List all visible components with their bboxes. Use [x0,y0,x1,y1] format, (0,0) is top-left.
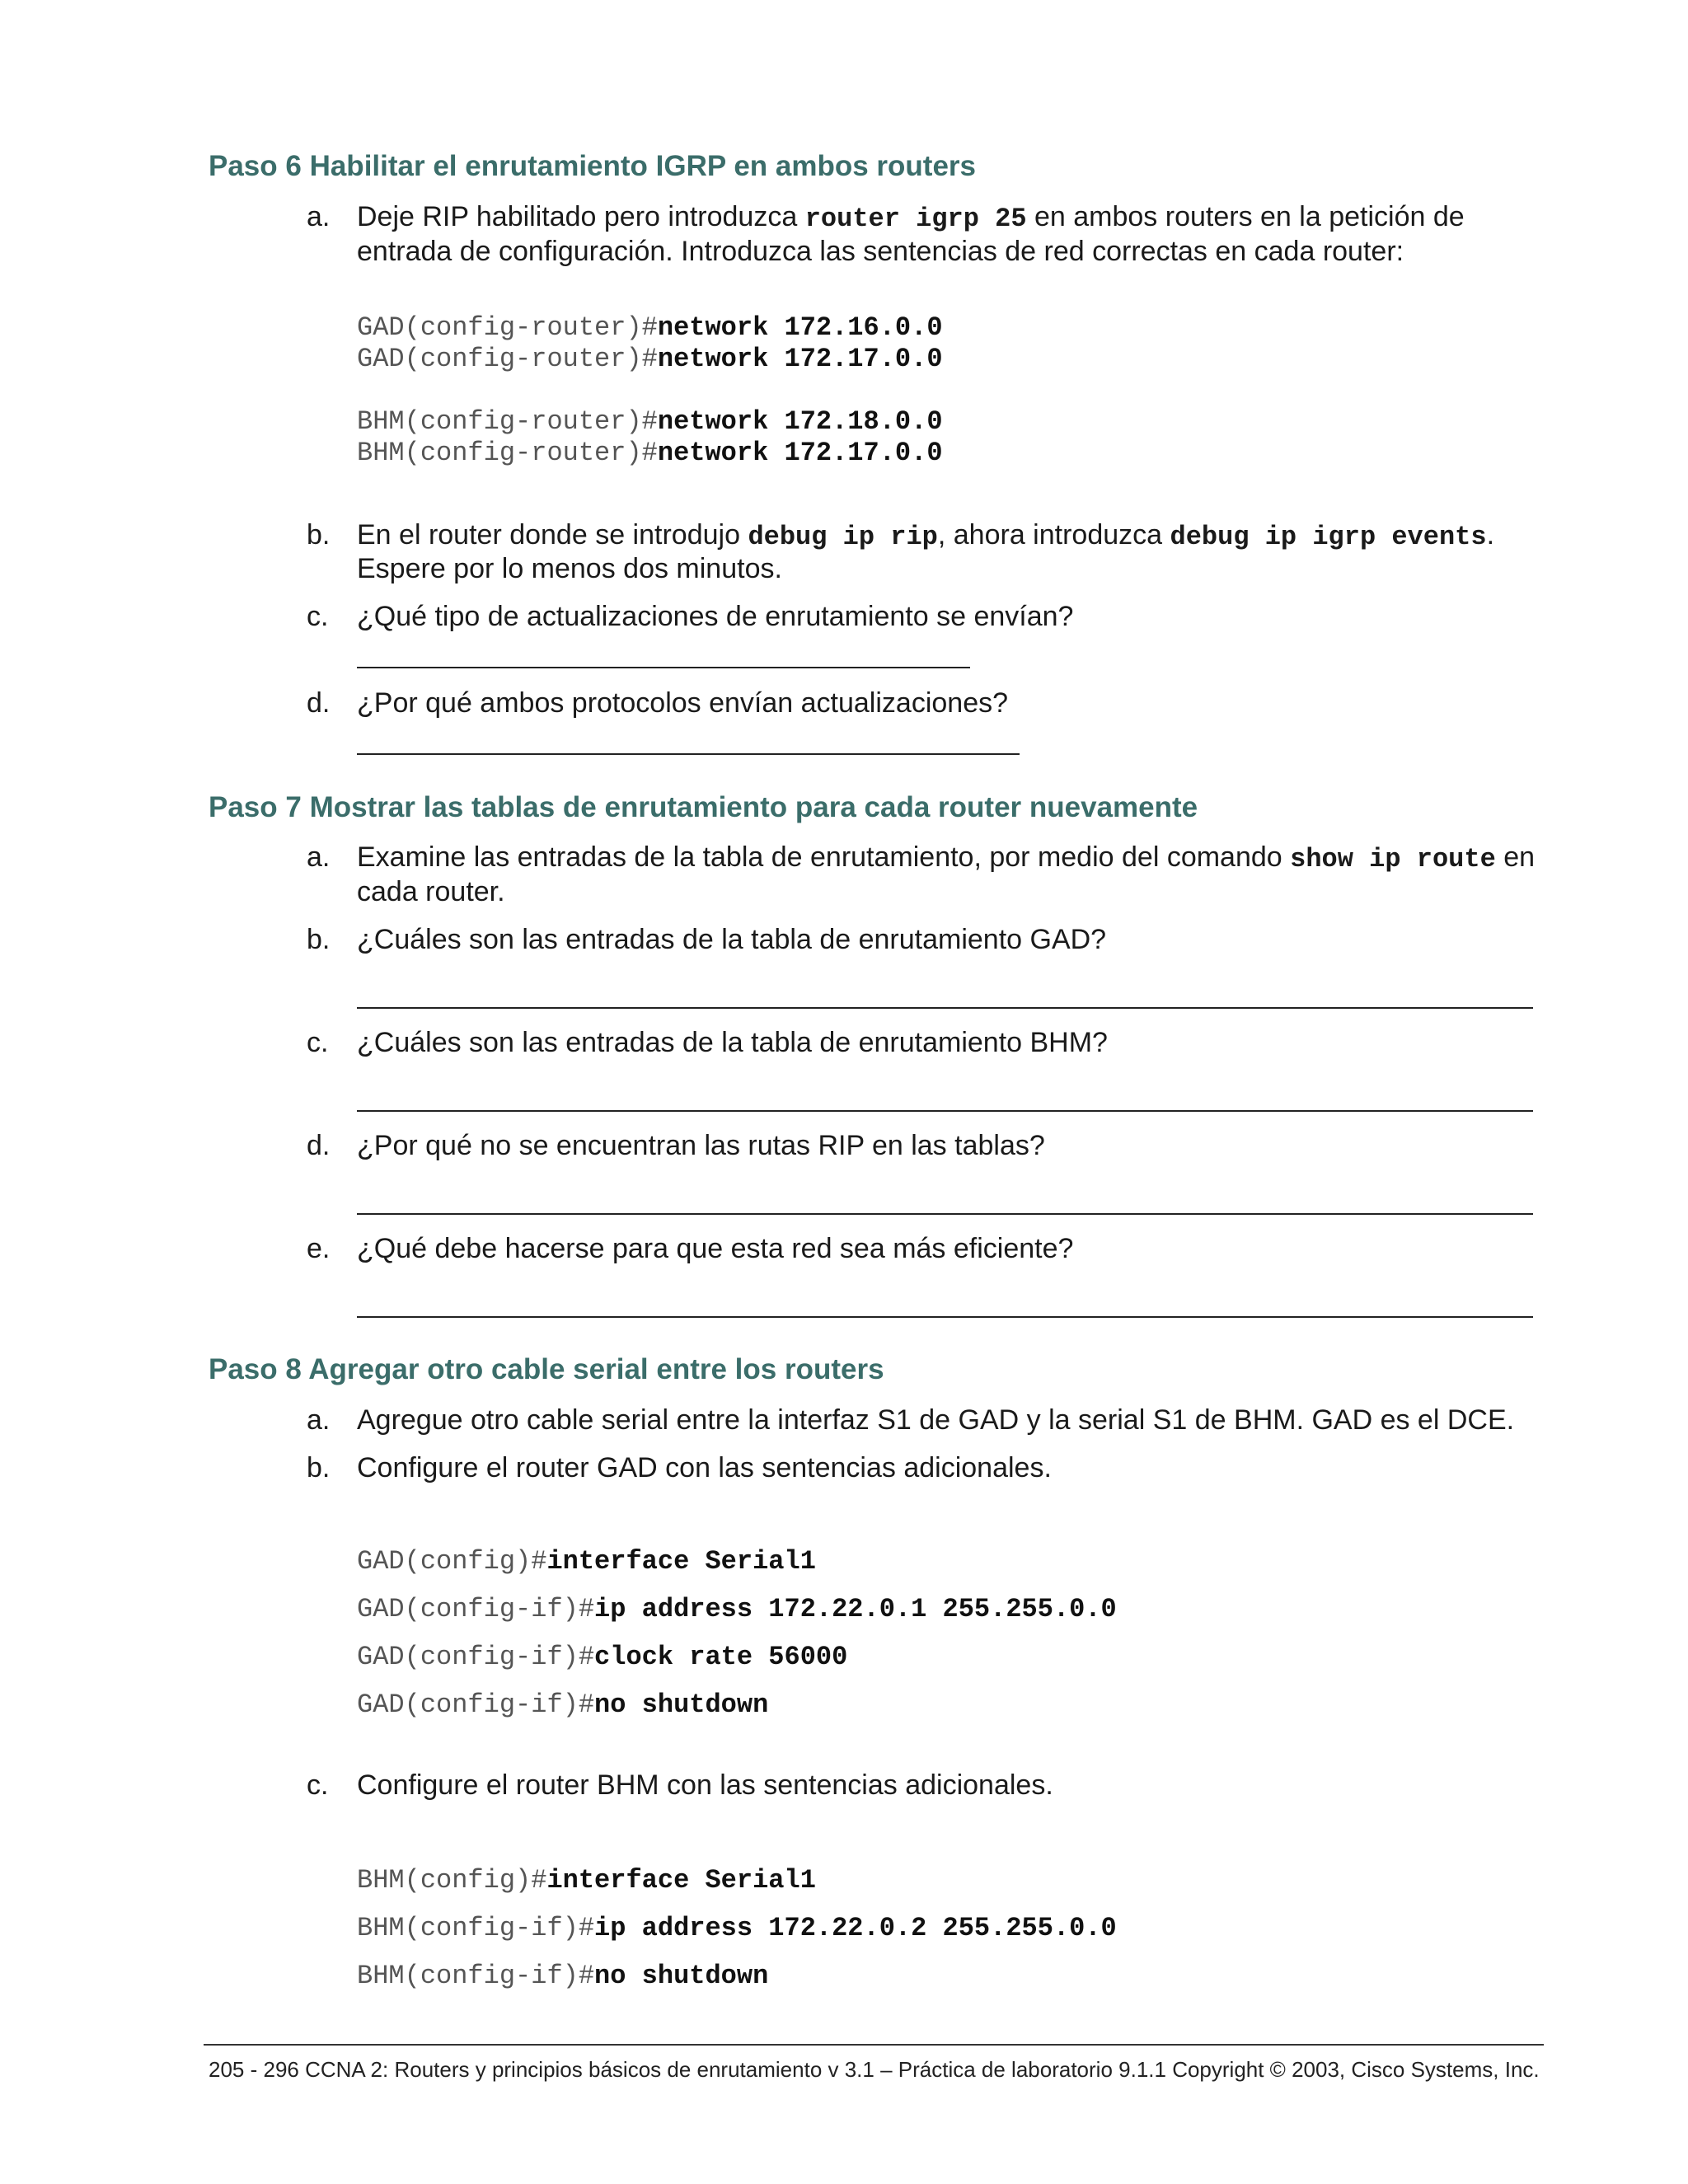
step7-a-line1: Examine las entradas de la tabla de enrutamiento, por medio del comando show ip route en [357,841,1536,874]
answer-line[interactable] [357,1213,1533,1215]
answer-line[interactable] [357,1316,1533,1318]
step7-heading: Paso 7 Mostrar las tablas de enrutamiento para cada router nuevamente [209,791,1198,823]
answer-line[interactable] [357,1007,1533,1009]
step6-a-line1: Deje RIP habilitado pero introduzca router igrp 25 en ambos routers en la petición de [357,201,1465,234]
step7-d-label: d. [307,1130,331,1161]
step7-b-question: ¿Cuáles son las entradas de la tabla de enrutamiento GAD? [357,924,1107,955]
step7-e-question: ¿Qué debe hacerse para que esta red sea más eficiente? [357,1233,1074,1264]
answer-line[interactable] [357,1110,1533,1112]
step6-a-label: a. [307,201,331,232]
step6-b-line2: Espere por lo menos dos minutos. [357,553,782,584]
code-line: GAD(config-if)#ip address 172.22.0.1 255.255.0.0 [357,1594,1117,1624]
step6-c-label: c. [307,601,329,632]
code-line: GAD(config-router)#network 172.17.0.0 [357,344,943,374]
step6-b-line1: En el router donde se introdujo debug ip rip, ahora introduzca debug ip igrp events. [357,519,1495,552]
step6-heading: Paso 6 Habilitar el enrutamiento IGRP en ambos routers [209,150,977,182]
code-line: BHM(config-if)#ip address 172.22.0.2 255.255.0.0 [357,1913,1117,1943]
code-line: GAD(config-router)#network 172.16.0.0 [357,312,943,343]
answer-line[interactable] [357,753,1020,755]
step7-a-line2: cada router. [357,876,505,907]
code-line: BHM(config)#interface Serial1 [357,1865,816,1896]
step7-a-label: a. [307,841,331,873]
step6-d-question: ¿Por qué ambos protocolos envían actualizaciones? [357,687,1009,719]
inline-command: router igrp 25 [804,204,1027,234]
step6-c-question: ¿Qué tipo de actualizaciones de enrutamiento se envían? [357,601,1074,632]
code-line: BHM(config-router)#network 172.18.0.0 [357,406,943,437]
answer-line[interactable] [357,667,970,668]
step8-b-text: Configure el router GAD con las sentencias adicionales. [357,1452,1052,1483]
step7-c-question: ¿Cuáles son las entradas de la tabla de enrutamiento BHM? [357,1027,1108,1058]
footer-divider [204,2044,1544,2046]
step6-a-line2: entrada de configuración. Introduzca las sentencias de red correctas en cada router: [357,236,1404,267]
code-line: BHM(config-if)#no shutdown [357,1961,769,1991]
page-footer: 205 - 296 CCNA 2: Routers y principios básicos de enrutamiento v 3.1 – Práctica de laboratorio 9.1.1 Copyright © 2003, Cisco Systems, Inc. [209,2057,1540,2082]
step8-c-label: c. [307,1769,329,1801]
step7-c-label: c. [307,1027,329,1058]
step8-a-label: a. [307,1404,331,1436]
code-line: GAD(config)#interface Serial1 [357,1546,816,1577]
step7-d-question: ¿Por qué no se encuentran las rutas RIP en las tablas? [357,1130,1045,1161]
step8-b-label: b. [307,1452,331,1483]
code-line: GAD(config-if)#no shutdown [357,1690,769,1720]
step8-c-text: Configure el router BHM con las sentencias adicionales. [357,1769,1053,1801]
step7-e-label: e. [307,1233,331,1264]
code-line: BHM(config-router)#network 172.17.0.0 [357,438,943,468]
step6-d-label: d. [307,687,331,719]
code-line: GAD(config-if)#clock rate 56000 [357,1642,848,1672]
step8-heading: Paso 8 Agregar otro cable serial entre los routers [209,1353,884,1385]
step6-b-label: b. [307,519,331,551]
step7-b-label: b. [307,924,331,955]
step8-a-text: Agregue otro cable serial entre la interfaz S1 de GAD y la serial S1 de BHM. GAD es el DCE. [357,1404,1515,1436]
